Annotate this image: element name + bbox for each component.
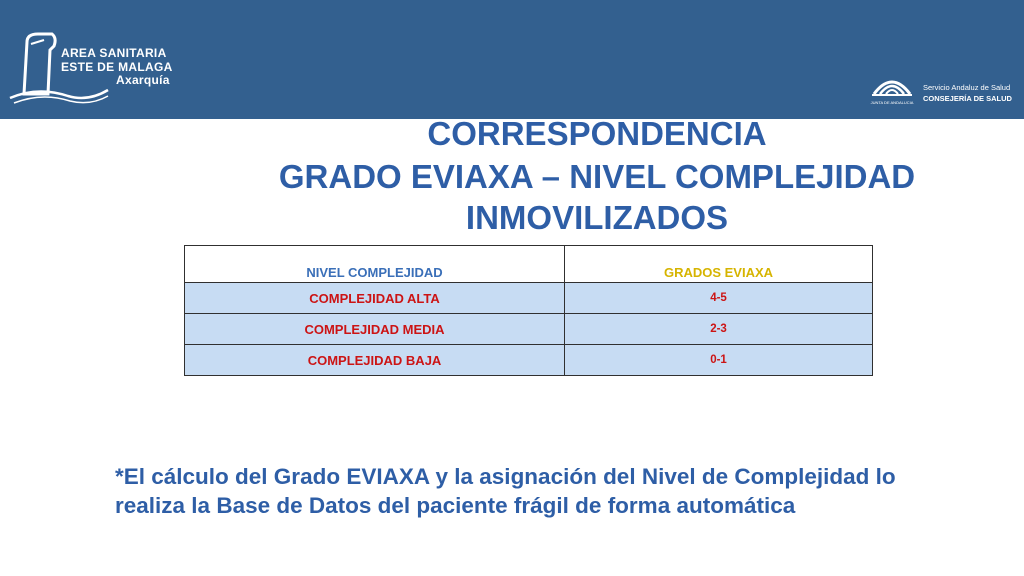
- title-line1: CORRESPONDENCIA: [427, 115, 767, 152]
- table-header-row: [185, 246, 873, 283]
- level-cell: COMPLEJIDAD BAJA: [185, 345, 565, 376]
- org-line1: AREA SANITARIA: [61, 46, 167, 60]
- service-line1: Servicio Andaluz de Salud: [923, 83, 1011, 92]
- org-line2: ESTE DE MALAGA: [61, 59, 173, 74]
- correspondence-table: [184, 245, 873, 376]
- service-logo-text: [923, 82, 1012, 104]
- level-cell: COMPLEJIDAD MEDIA: [185, 314, 565, 345]
- table-row: [185, 283, 873, 314]
- grade-cell: 2-3: [565, 314, 873, 345]
- level-cell: COMPLEJIDAD ALTA: [185, 283, 565, 314]
- area-sanitaria-logo-text: [61, 47, 173, 88]
- header-grados-eviaxa: GRADOS EVIAXA: [565, 246, 873, 283]
- footnote: *El cálculo del Grado EVIAXA y la asignación del Nivel de Complejidad lo realiza la Base de Datos del paciente frágil de forma automática: [115, 464, 896, 518]
- table-row: [185, 314, 873, 345]
- header-banner: [0, 0, 1024, 119]
- emblem-caption: JUNTA DE ANDALUCIA: [870, 100, 914, 105]
- grade-cell: 0-1: [565, 345, 873, 376]
- service-line2: CONSEJERÍA DE SALUD: [923, 94, 1012, 103]
- title-line2: GRADO EVIAXA – NIVEL COMPLEJIDAD: [278, 158, 916, 195]
- header-nivel-complejidad: NIVEL COMPLEJIDAD: [185, 246, 565, 283]
- junta-andalucia-emblem-icon: [868, 72, 916, 106]
- table-row: [185, 345, 873, 376]
- org-line3: Axarquía: [116, 73, 170, 87]
- title-line3: INMOVILIZADOS: [465, 199, 729, 236]
- grade-cell: 4-5: [565, 283, 873, 314]
